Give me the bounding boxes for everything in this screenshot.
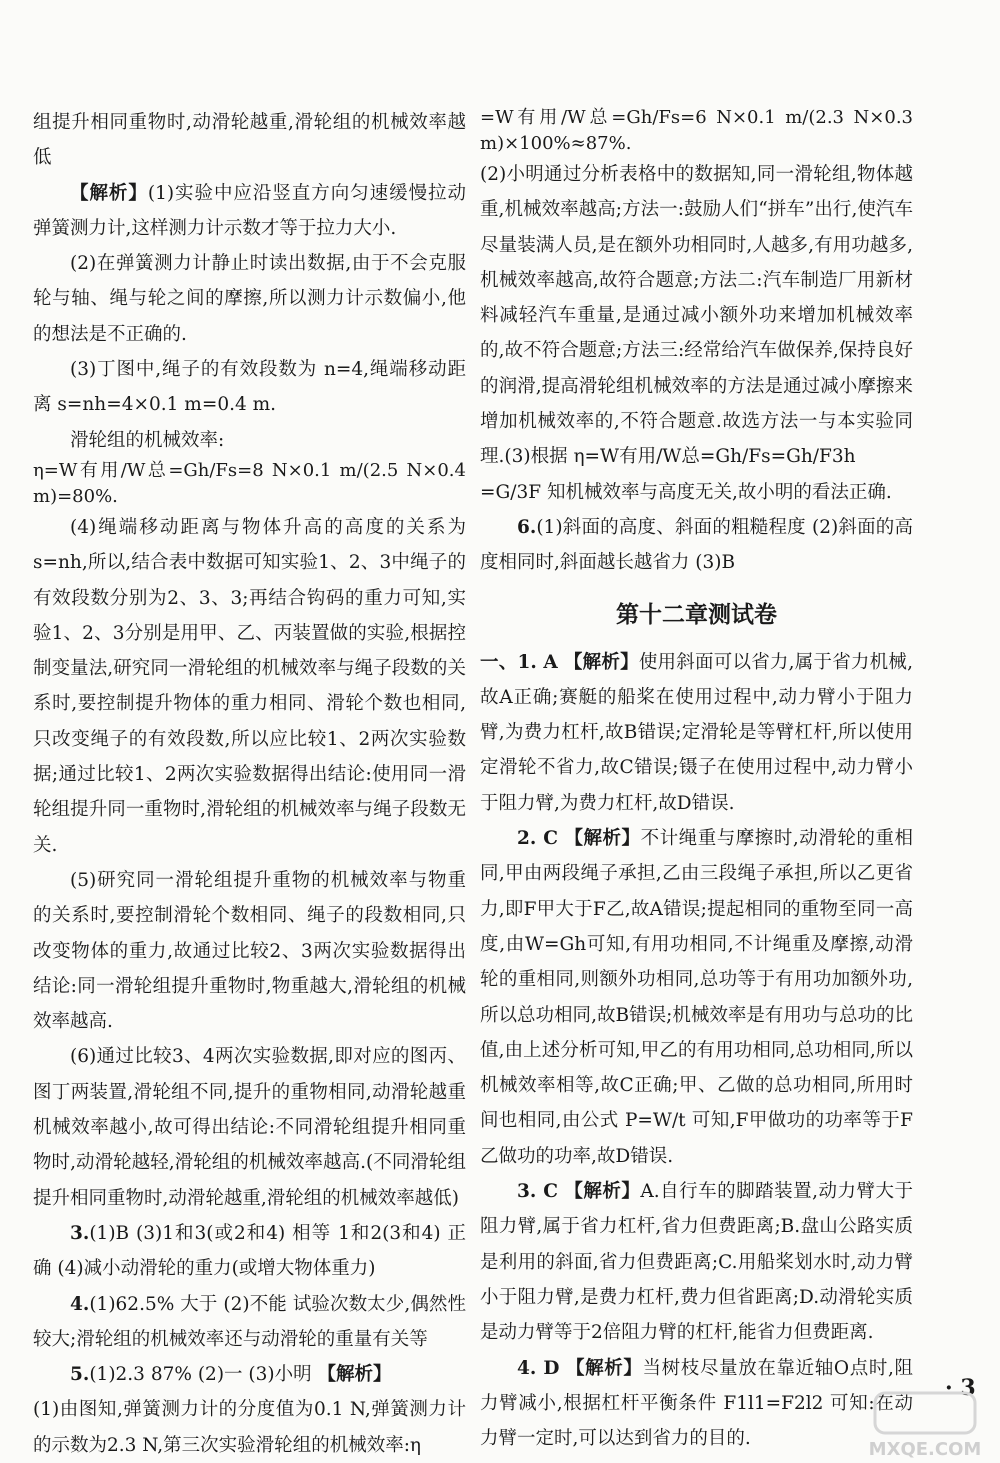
analysis-para-1 xyxy=(33,176,466,247)
left-para-1: 组提升相同重物时,动滑轮越重,滑轮组的机械效率越低 xyxy=(33,112,466,169)
test-answer-1-tag: 【解析】 xyxy=(563,651,639,673)
test-answer-2 xyxy=(480,821,913,1174)
right-para-1: (2)小明通过分析表格中的数据知,同一滑轮组,物体越重,机械效率越高;方法一:鼓励人们“拼车”出行,使汽车尽量装满人员,是在额外功相同时,人越多,有用功越多,机械效率越高,故符合题意;方法二:汽车制造厂用新材料减轻汽车重量,是通过减小额外功来增加机械效率的,故不符合题意;方法三:经常给汽车做保养,保持良好的润滑,提高滑轮组机械效率的方法是通过减小摩擦来增加机械效率的,不符合题意.故选方法一与本实验同理.(3)根据 η=W有用/W总=Gh/Fs=Gh/F3h xyxy=(480,164,913,468)
analysis-para-7: (6)通过比较3、4两次实验数据,即对应的图丙、图丁两装置,滑轮组不同,提升的重物相同,动滑轮越重机械效率越小,故可得出结论:不同滑轮组提升相同重物时,动滑轮越轻,滑轮组的机械效率越高.(不同滑轮组提升相同重物时,动滑轮越重,滑轮组的机械效率越低) xyxy=(33,1046,466,1209)
analysis-text-1: (1)实验中应沿竖直方向匀速缓慢拉动弹簧测力计,这样测力计示数才等于拉力大小. xyxy=(33,182,466,239)
watermark-text: MXQE.COM xyxy=(868,1439,982,1460)
test-answer-4-text: 当树枝尽量放在靠近轴O点时,阻力臂减小,根据杠杆平衡条件 F1l1=F2l2 可知:在动力臂一定时,可以达到省力的目的. xyxy=(480,1357,913,1450)
test-answer-3-tag: 【解析】 xyxy=(564,1181,641,1203)
chapter-title: 第十二章测试卷 xyxy=(616,601,777,628)
test-answer-1-number: 一、1. A xyxy=(480,651,558,673)
watermark-badge xyxy=(875,1393,975,1433)
analysis-para-6: (5)研究同一滑轮组提升重物的机械效率与物重的关系时,要控制滑轮个数相同、绳子的段数相同,只改变物体的重力,故通过比较2、3两次实验数据得出结论:同一滑轮组提升重物时,物重越大,滑轮组的机械效率越高. xyxy=(33,869,466,1033)
answer-6 xyxy=(480,510,913,581)
answer-4 xyxy=(33,1287,466,1358)
test-answer-1 xyxy=(480,645,913,821)
test-answer-1-text: 使用斜面可以省力,属于省力机械,故A正确;赛艇的船桨在使用过程中,动力臂小于阻力臂,为费力杠杆,故B错误;定滑轮是等臂杠杆,所以使用定滑轮不省力,故C错误;镊子在使用过程中,动力臂小于阻力臂,为费力杠杆,故D错误. xyxy=(480,651,913,814)
test-answer-2-number: 2. C xyxy=(517,828,559,850)
analysis-para-2: (2)在弹簧测力计静止时读出数据,由于不会克服轮与轴、绳与轮之间的摩擦,所以测力计示数偏小,他的想法是不正确的. xyxy=(33,253,466,345)
efficiency-formula-2: =W有用/W总=Gh/Fs=6 N×0.1 m/(2.3 N×0.3 m)×100%≈87%. xyxy=(480,107,913,154)
answer-6-text: (1)斜面的高度、斜面的粗糙程度 (2)斜面的高度相同时,斜面越长越省力 (3)B xyxy=(480,516,913,574)
analysis-para-4: 滑轮组的机械效率: xyxy=(70,429,225,451)
answer-4-number: 4. xyxy=(70,1293,90,1315)
test-answer-4 xyxy=(480,1351,913,1457)
right-column xyxy=(480,105,913,1456)
efficiency-formula-1: η=W有用/W总=Gh/Fs=8 N×0.1 m/(2.5 N×0.4 m)=80%. xyxy=(33,459,466,507)
answer-5-number: 5. xyxy=(70,1364,90,1386)
watermark-logo xyxy=(855,1385,995,1460)
test-answer-3 xyxy=(480,1174,913,1350)
answer-5-tag: 【解析】 xyxy=(317,1364,392,1386)
answer-4-text: (1)62.5% 大于 (2)不能 试验次数太少,偶然性较大;滑轮组的机械效率还与动滑轮的重量有关等 xyxy=(33,1293,466,1350)
analysis-para-5: (4)绳端移动距离与物体升高的高度的关系为 s=nh,所以,结合表中数据可知实验1、2、3中绳子的有效段数分别为2、3、3;再结合钩码的重力可知,实验1、2、3分别是用甲、乙、丙装置做的实验,根据控制变量法,研究同一滑轮组的机械效率与绳子段数的关系时,要控制提升物体的重力相同、滑轮个数也相同,只改变绳子的有效段数,所以应比较1、2两次实验数据;通过比较1、2两次实验数据得出结论:使用同一滑轮组提升同一重物时,滑轮组的机械效率与绳子段数无关. xyxy=(33,516,466,856)
test-answer-2-text: 不计绳重与摩擦时,动滑轮的重相同,甲由两段绳子承担,乙由三段绳子承担,所以乙更省力,即F甲大于F乙,故A错误;提起相同的重物至同一高度,由W=Gh可知,有用功相同,不计绳重及摩擦,动滑轮的重相同,则额外功相同,总功等于有用功加额外功,所以总功相同,故B错误;机械效率是有用功与总功的比值,由上述分析可知,甲乙的有用功相同,总功相同,所以机械效率相等,故C正确;甲、乙做的总功相同,所用时间也相同,由公式 P=W/t 可知,F甲做功的功率等于F乙做功的功率,故D错误. xyxy=(480,828,913,1167)
answer-5 xyxy=(33,1357,466,1392)
answer-5-text: (1)2.3 87% (2)一 (3)小明 xyxy=(89,1364,312,1386)
answer-6-number: 6. xyxy=(517,516,537,538)
page-number: · 3 xyxy=(945,1375,976,1401)
answer-5-analysis: (1)由图知,弹簧测力计的分度值为0.1 N,弹簧测力计的示数为2.3 N,第三次实验滑轮组的机械效率:η xyxy=(33,1399,466,1456)
test-answer-3-number: 3. C xyxy=(517,1181,558,1203)
answer-3 xyxy=(33,1216,466,1287)
left-column xyxy=(33,105,466,1463)
test-answer-2-tag: 【解析】 xyxy=(564,828,641,850)
analysis-para-3: (3)丁图中,绳子的有效段数为 n=4,绳端移动距离 s=nh=4×0.1 m=0.4 m. xyxy=(33,359,466,416)
answer-3-number: 3. xyxy=(70,1222,90,1244)
right-para-2: =G/3F 知机械效率与高度无关,故小明的看法正确. xyxy=(480,481,892,503)
answer-3-text: (1)B (3)1和3(或2和4) 相等 1和2(3和4) 正确 (4)减小动滑轮的重力(或增大物体重力) xyxy=(33,1222,466,1280)
test-answer-4-tag: 【解析】 xyxy=(565,1357,643,1379)
test-answer-3-text: A.自行车的脚踏装置,动力臂大于阻力臂,属于省力杠杆,省力但费距离;B.盘山公路实质是利用的斜面,省力但费距离;C.用船桨划水时,动力臂小于阻力臂,是费力杠杆,费力但省距离;D.动滑轮实质是动力臂等于2倍阻力臂的杠杆,能省力但费距离. xyxy=(480,1181,913,1344)
analysis-tag: 【解析】 xyxy=(70,182,148,204)
test-answer-4-number: 4. D xyxy=(517,1357,560,1379)
